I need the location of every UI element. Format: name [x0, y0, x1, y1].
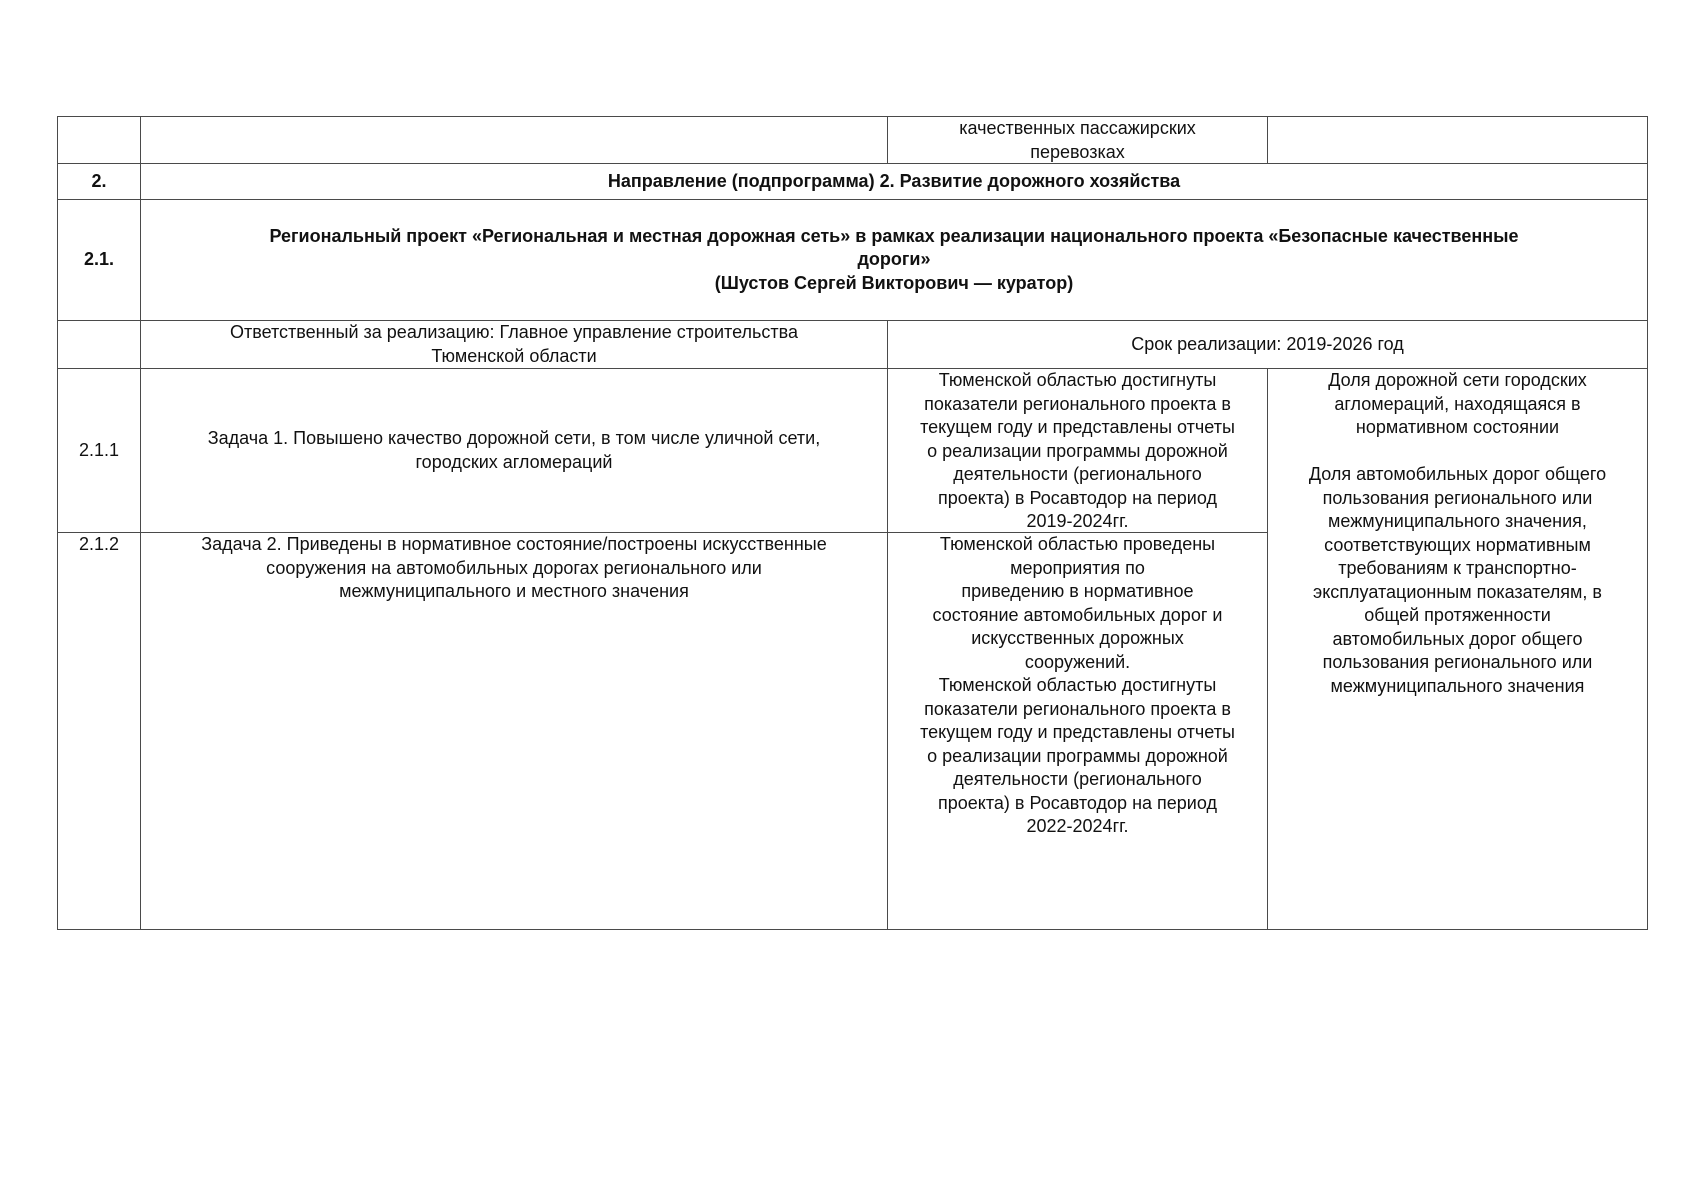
text-line: текущем году и представлены отчеты	[920, 722, 1235, 742]
text-line: приведению в нормативное	[961, 581, 1194, 601]
section-number: 2.	[91, 170, 107, 191]
paragraph-spacer	[1309, 440, 1606, 464]
text-line: Тюменской областью проведены	[939, 534, 1216, 554]
text-line: о реализации программы дорожной	[927, 745, 1228, 766]
task-2-title-text	[201, 533, 826, 604]
task-2-result-text	[920, 533, 1235, 839]
text-line: проекта) в Росавтодор на период	[938, 792, 1217, 813]
responsibility-number-cell	[57, 320, 141, 369]
task-title-line: городских агломераций	[415, 451, 613, 472]
term-cell	[887, 320, 1648, 369]
indicator-line: соответствующих нормативным	[1324, 534, 1591, 555]
row-top-number-cell	[57, 116, 141, 164]
text-line: деятельности (регионального	[953, 769, 1202, 789]
indicator-line: требованиям к транспортно-	[1338, 558, 1577, 578]
task-title-line: межмуниципального и местного значения	[339, 581, 689, 601]
text-line: качественных пассажирских	[959, 118, 1196, 138]
project-number: 2.1.	[83, 249, 115, 270]
indicator-line: нормативном состоянии	[1355, 417, 1560, 437]
text-line: текущем году и представлены отчеты	[920, 417, 1235, 437]
text-line: Тюменской областью достигнуты	[938, 370, 1217, 390]
text-line: Тюменской области	[431, 345, 597, 366]
text-line: деятельности (регионального	[953, 464, 1202, 484]
indicators-text	[1309, 369, 1606, 698]
indicator-line: агломераций, находящаяся в	[1334, 393, 1581, 414]
text-line: перевозках	[1030, 141, 1125, 162]
project-curator: (Шустов Сергей Викторович — куратор)	[714, 272, 1074, 293]
row-top-task-cell	[140, 116, 888, 164]
indicator-line: Доля автомобильных дорог общего	[1308, 464, 1607, 484]
text-line: о реализации программы дорожной	[927, 440, 1228, 461]
term-text: Срок реализации: 2019-2026 год	[1131, 333, 1404, 354]
text-line: мероприятия по	[1010, 557, 1145, 578]
responsible-cell	[140, 320, 888, 369]
project-title-line: дороги»	[857, 249, 931, 270]
row-top-result-cell	[887, 116, 1268, 164]
text-line: показатели регионального проекта в	[924, 393, 1231, 414]
text-line: сооружений.	[1024, 651, 1131, 672]
indicator-line: межмуниципального значения	[1330, 675, 1585, 696]
text-line: искусственных дорожных	[971, 628, 1184, 648]
indicator-line: эксплуатационным показателям, в	[1313, 581, 1602, 602]
indicator-line: общей протяженности	[1364, 605, 1551, 625]
task-2-number-cell	[57, 532, 141, 930]
indicators-cell	[1267, 368, 1648, 930]
section-number-cell	[57, 163, 141, 200]
text-line: Тюменской областью достигнуты	[938, 675, 1217, 695]
indicator-line: Доля дорожной сети городских	[1328, 370, 1587, 390]
task-2-result-cell	[887, 532, 1268, 930]
task-title-line: сооружения на автомобильных дорогах регионального или	[266, 557, 762, 578]
indicator-line: пользования регионального или	[1322, 652, 1593, 672]
task-1-result-cell	[887, 368, 1268, 533]
row-top-indicator-cell	[1267, 116, 1648, 164]
task-title-line: Задача 2. Приведены в нормативное состояние/построены искусственные	[201, 534, 827, 554]
text-line: 2022-2024гг.	[1026, 816, 1129, 836]
text-line: показатели регионального проекта в	[924, 698, 1231, 719]
text-line: 2019-2024гг.	[1026, 511, 1129, 531]
task-1-result-text	[920, 369, 1235, 533]
responsible-text	[230, 321, 798, 368]
task-number: 2.1.1	[78, 439, 120, 460]
task-1-number-cell	[57, 368, 141, 533]
text-line: Ответственный за реализацию: Главное управление строительства	[229, 322, 799, 342]
project-title-line: Региональный проект «Региональная и местная дорожная сеть» в рамках реализации национального проекта «Безопасные качественные	[269, 225, 1519, 246]
task-2-title-cell	[140, 532, 888, 930]
indicator-line: пользования регионального или	[1322, 487, 1593, 508]
section-title: Направление (подпрограмма) 2. Развитие дорожного хозяйства	[607, 170, 1181, 191]
project-title-cell	[140, 199, 1648, 321]
indicator-line: автомобильных дорог общего	[1332, 628, 1583, 649]
row-top-result-text	[959, 117, 1196, 164]
project-number-cell	[57, 199, 141, 321]
task-title-line: Задача 1. Повышено качество дорожной сети, в том числе уличной сети,	[207, 428, 821, 448]
section-title-cell	[140, 163, 1648, 200]
indicator-line: межмуниципального значения,	[1328, 511, 1587, 531]
task-1-title-cell	[140, 368, 888, 533]
task-number: 2.1.2	[78, 534, 120, 554]
text-line: проекта) в Росавтодор на период	[938, 487, 1217, 508]
text-line: состояние автомобильных дорог и	[932, 604, 1223, 625]
